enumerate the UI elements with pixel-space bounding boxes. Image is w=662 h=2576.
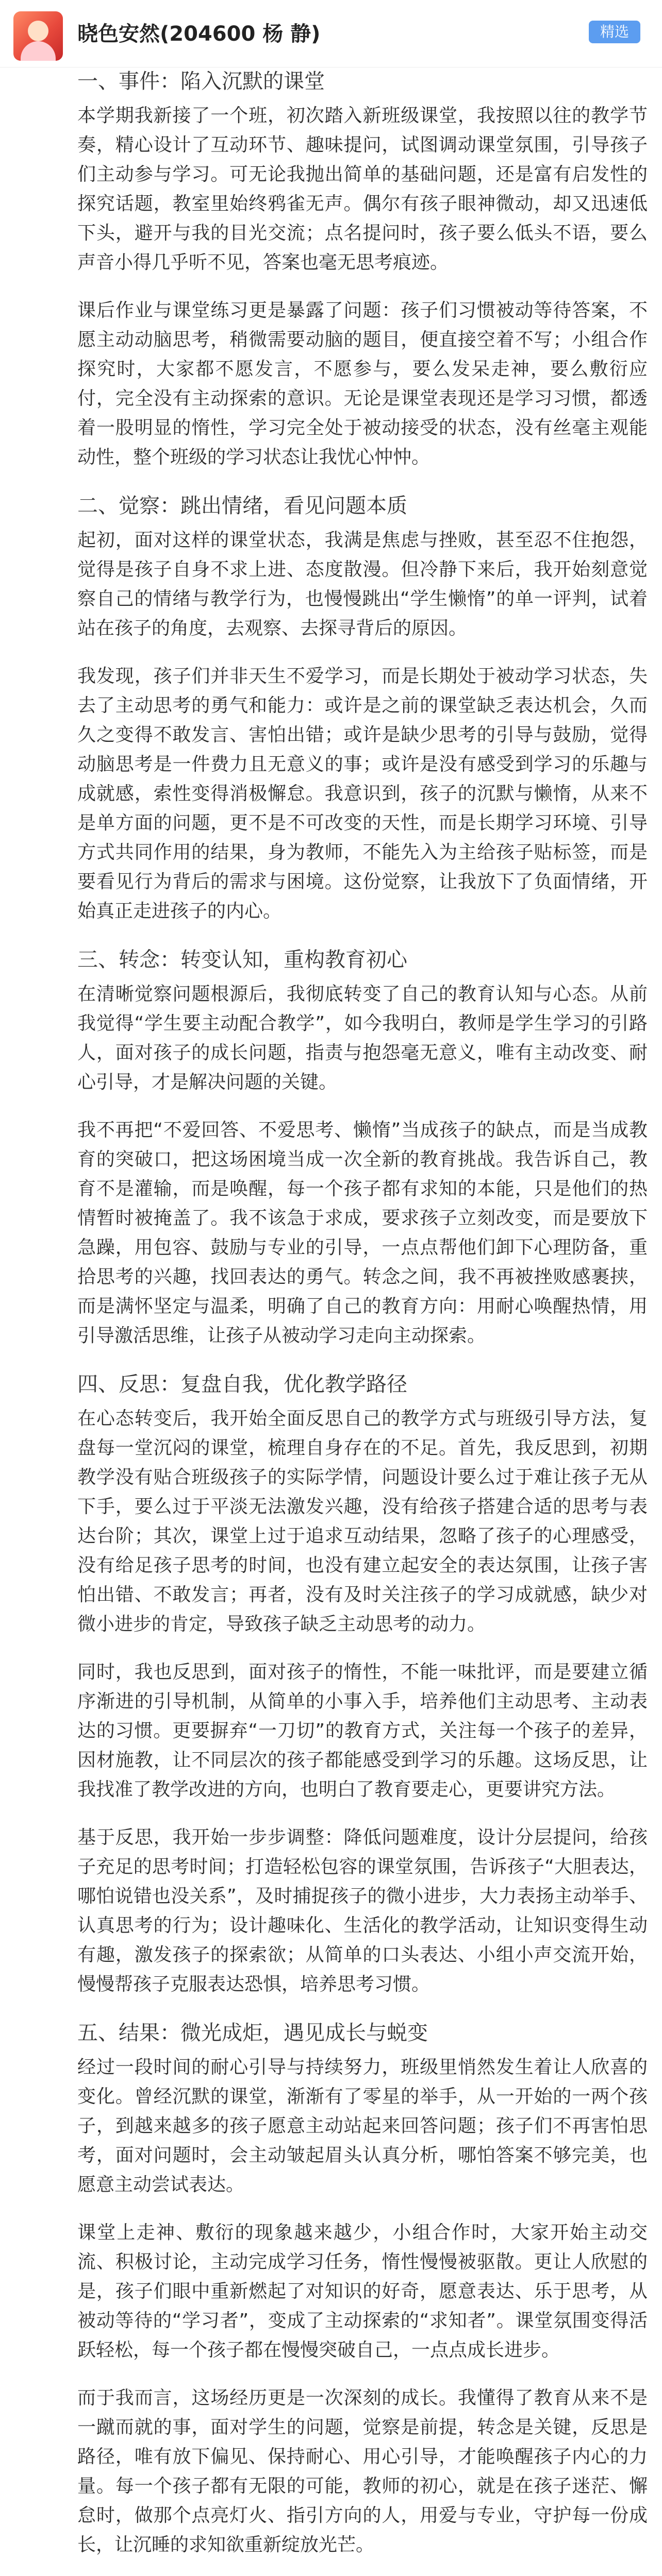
paragraph: 同时，我也反思到，面对孩子的惰性，不能一味批评，而是要建立循序渐进的引导机制，从简单的小事入手，培养他们主动思考、主动表达的习惯。更要摒弃“一刀切”的教育方式，关注每一个孩子的差异，因材施教，让不同层次的孩子都能感受到学习的乐趣。这场反思，让我找准了教学改进的方向，也明白了教育要走心，更要讲究方法。 [77,1662,648,1800]
paragraph: 在心态转变后，我开始全面反思自己的教学方式与班级引导方法，复盘每一堂沉闷的课堂，梳理自身存在的不足。首先，我反思到，初期教学没有贴合班级孩子的实际学情，问题设计要么过于难让孩子无从下手，要么过于平淡无法激发兴趣，没有给孩子搭建合适的思考与表达台阶；其次，课堂上过于追求互动结果，忽略了孩子的心理感受，没有给足孩子思考的时间，也没有建立起安全的表达氛围，让孩子害怕出错、不敢发言；再者，没有及时关注孩子的学习成就感，缺少对微小进步的肯定，导致孩子缺乏主动思考的动力。 [77,1408,648,1635]
post-header [0,0,662,67]
section-heading-reflection: 四、反思：复盘自我，优化教学路径 [77,1372,407,1396]
paragraph: 起初，面对这样的课堂状态，我满是焦虑与挫败，甚至忍不住抱怨，觉得是孩子自身不求上进、态度散漫。但冷静下来后，我开始刻意觉察自己的情绪与教学行为，也慢慢跳出“学生懒惰”的单一评判，试着站在孩子的角度，去观察、去探寻背后的原因。 [77,530,648,639]
paragraph: 在清晰觉察问题根源后，我彻底转变了自己的教育认知与心态。从前我觉得“学生要主动配合教学”，如今我明白，教师是学生学习的引路人，面对孩子的成长问题，指责与抱怨毫无意义，唯有主动改变、耐心引导，才是解决问题的关键。 [77,984,648,1093]
avatar[interactable] [13,11,63,61]
section-heading-event: 一、事件：陷入沉默的课堂 [77,70,325,93]
paragraph: 课后作业与课堂练习更是暴露了问题：孩子们习惯被动等待答案，不愿主动动脑思考，稍微需要动脑的题目，便直接空着不写；小组合作探究时，大家都不愿发言，不愿参与，要么发呆走神，要么敷衍应付，完全没有主动探索的意识。无论是课堂表现还是学习习惯，都透着一股明显的惰性，学习完全处于被动接受的状态，没有丝毫主观能动性，整个班级的学习状态让我忧心忡忡。 [77,300,648,468]
featured-badge: 精选 [589,21,640,43]
paragraph: 而于我而言，这场经历更是一次深刻的成长。我懂得了教育从来不是一蹴而就的事，面对学生的问题，觉察是前提，转念是关键，反思是路径，唯有放下偏见、保持耐心、用心引导，才能唤醒孩子内心的力量。每一个孩子都有无限的可能，教师的初心，就是在孩子迷茫、懈怠时，做那个点亮灯火、指引方向的人，用爱与专业，守护每一份成长，让沉睡的求知欲重新绽放光芒。 [77,2387,648,2555]
paragraph: 我发现，孩子们并非天生不爱学习，而是长期处于被动学习状态，失去了主动思考的勇气和能力：或许是之前的课堂缺乏表达机会，久而久之变得不敢发言、害怕出错；或许是缺少思考的引导与鼓励，觉得动脑思考是一件费力且无意义的事；或许是没有感受到学习的乐趣与成就感，索性变得消极懈怠。我意识到，孩子的沉默与懒惰，从来不是单方面的问题，更不是不可改变的天性，而是长期学习环境、引导方式共同作用的结果，身为教师，不能先入为主给孩子贴标签，而是要看见行为背后的需求与困境。这份觉察，让我放下了负面情绪，开始真正走进孩子的内心。 [77,666,648,922]
section-heading-mindset: 三、转念：转变认知，重构教育初心 [77,948,407,972]
paragraph: 课堂上走神、敷衍的现象越来越少，小组合作时，大家开始主动交流、积极讨论，主动完成学习任务，惰性慢慢被驱散。更让人欣慰的是，孩子们眼中重新燃起了对知识的好奇，愿意表达、乐于思考，从被动等待的“学习者”，变成了主动探索的“求知者”。课堂氛围变得活跃轻松，每一个孩子都在慢慢突破自己，一点点成长进步。 [77,2222,648,2361]
author-name[interactable]: 晓色安然(204600 杨 静) [77,22,321,46]
paragraph: 经过一段时间的耐心引导与持续努力，班级里悄然发生着让人欣喜的变化。曾经沉默的课堂，渐渐有了零星的举手，从一开始的一两个孩子，到越来越多的孩子愿意主动站起来回答问题；孩子们不再害怕思考，面对问题时，会主动皱起眉头认真分析，哪怕答案不够完美，也愿意主动尝试表达。 [77,2057,648,2195]
paragraph: 基于反思，我开始一步步调整：降低问题难度，设计分层提问，给孩子充足的思考时间；打造轻松包容的课堂氛围，告诉孩子“大胆表达，哪怕说错也没关系”，及时捕捉孩子的微小进步，大力表扬主动举手、认真思考的行为；设计趣味化、生活化的教学活动，让知识变得生动有趣，激发孩子的探索欲；从简单的口头表达、小组小声交流开始，慢慢帮孩子克服表达恐惧，培养思考习惯。 [77,1827,648,1995]
section-heading-awareness: 二、觉察：跳出情绪，看见问题本质 [77,494,407,518]
paragraph: 我不再把“不爱回答、不爱思考、懒惰”当成孩子的缺点，而是当成教育的突破口，把这场困境当成一次全新的教育挑战。我告诉自己，教育不是灌输，而是唤醒，每一个孩子都有求知的本能，只是他们的热情暂时被掩盖了。我不该急于求成，要求孩子立刻改变，而是要放下急躁，用包容、鼓励与专业的引导，一点点帮他们卸下心理防备，重拾思考的兴趣，找回表达的勇气。转念之间，我不再被挫败感裹挟，而是满怀坚定与温柔，明确了自己的教育方向：用耐心唤醒热情，用引导激活思维，让孩子从被动学习走向主动探索。 [77,1120,648,1346]
paragraph: 本学期我新接了一个班，初次踏入新班级课堂，我按照以往的教学节奏，精心设计了互动环节、趣味提问，试图调动课堂氛围，引导孩子们主动参与学习。可无论我抛出简单的基础问题，还是富有启发性的探究话题，教室里始终鸦雀无声。偶尔有孩子眼神微动，却又迅速低下头，避开与我的目光交流；点名提问时，孩子要么低头不语，要么声音小得几乎听不见，答案也毫无思考痕迹。 [77,105,648,273]
section-heading-result: 五、结果：微光成炬，遇见成长与蜕变 [77,2021,428,2045]
post-body [77,66,648,2576]
avatar-body [21,41,56,61]
avatar-face [28,21,48,41]
